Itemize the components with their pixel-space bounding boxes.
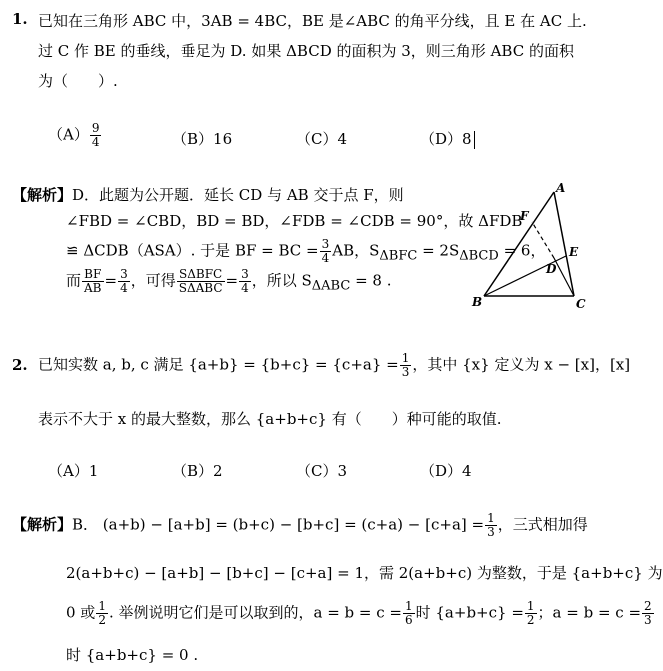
sol1-line4f: = 8 . — [350, 271, 392, 290]
fraction-denominator: 2 — [526, 613, 535, 627]
sol2-line2: 2(a+b+c) − [a+b] − [b+c] − [c+a] = 1，需 2(a+b+c) 为整数，于是 {a+b+c} 为 — [66, 564, 663, 582]
sol1-fraction-3-4 — [320, 238, 332, 265]
q2-line1 — [38, 352, 630, 379]
fraction-numerator: 9 — [91, 121, 100, 135]
fraction-denominator: 3 — [644, 613, 652, 627]
fraction-denominator: SΔABC — [178, 281, 223, 295]
label-f: F — [520, 209, 529, 223]
label-c: C — [576, 297, 586, 311]
sol2-line3b: . 举例说明它们是可以取到的，a = b = c = — [108, 603, 402, 622]
fraction-numerator: 2 — [644, 599, 652, 613]
q1-number: 1. — [12, 10, 28, 28]
sol1-sub-abc: ΔABC — [311, 278, 351, 294]
sol1-fraction-bf-ab — [82, 268, 103, 295]
sol2-line4: 时 {a+b+c} = 0 . — [66, 646, 199, 664]
fraction-numerator: 1 — [98, 599, 106, 613]
sol2-line1b: ，三式相加得 — [497, 515, 588, 534]
fraction-numerator: 1 — [404, 599, 413, 613]
q1-option-d — [420, 128, 475, 149]
sol1-line1 — [12, 184, 404, 205]
sol1-line3b: AB，S — [332, 241, 380, 260]
sol1-fraction-3-4-b — [118, 268, 130, 295]
sol2-line1a: B． (a+b) − [a+b] = (b+c) − [b+c] = (c+a) − [c+a] = — [72, 515, 485, 534]
sol1-fraction-area — [177, 268, 225, 295]
q1-option-a — [48, 122, 102, 149]
triangle-figure — [470, 180, 595, 320]
sol2-fraction-1-2 — [96, 600, 108, 627]
sol1-line3d: = 6， — [498, 241, 546, 260]
sol1-fraction-3-4-c — [239, 268, 251, 295]
sol2-fraction-1-6 — [403, 600, 415, 627]
q1-option-a-fraction — [90, 122, 102, 149]
fraction-numerator: 1 — [526, 599, 535, 613]
sol2-line1 — [12, 512, 588, 539]
sol2-fraction-2-3 — [642, 600, 654, 627]
sol2-tag: 【解析】 — [12, 515, 73, 534]
sol1-line4b: = — [104, 271, 118, 290]
fraction-denominator: 4 — [241, 281, 249, 295]
q1-option-c: （C）4 — [296, 130, 348, 148]
q2-line1b: ，其中 {x} 定义为 x − [x]，[x] — [412, 355, 631, 374]
text-cursor — [474, 131, 475, 149]
segment-df-dashed — [532, 222, 554, 258]
q1-line3: 为（ ）. — [38, 72, 118, 90]
fraction-numerator: 1 — [487, 511, 495, 525]
q2-fraction-1-3 — [400, 352, 412, 379]
fraction-numerator: 3 — [321, 237, 330, 251]
fraction-numerator: BF — [82, 268, 103, 282]
fraction-denominator: 4 — [120, 281, 128, 295]
fraction-denominator: 3 — [401, 365, 410, 379]
sol2-line3c: 时 {a+b+c} = — [415, 603, 524, 622]
fraction-denominator: 4 — [91, 135, 100, 149]
q2-option-d: （D）4 — [420, 462, 472, 480]
fraction-numerator: 3 — [241, 267, 249, 281]
fraction-denominator: AB — [84, 281, 102, 295]
sol1-line4e: ，所以 S — [251, 271, 312, 290]
fraction-denominator: 4 — [321, 251, 330, 265]
q2-number: 2. — [12, 356, 28, 374]
sol1-line4d: = — [225, 271, 239, 290]
sol2-line3d: ；a = b = c = — [537, 603, 642, 622]
segment-ac — [554, 192, 574, 296]
label-d: D — [546, 262, 557, 276]
q1-option-d-text: （D）8 — [420, 130, 472, 148]
q1-option-a-label: （A） — [48, 125, 89, 144]
label-e: E — [569, 245, 579, 259]
sol2-line3a: 0 或 — [66, 603, 96, 622]
q1-option-b: （B）16 — [172, 130, 233, 148]
sol2-fraction-1-3 — [485, 512, 497, 539]
fraction-denominator: 3 — [487, 525, 495, 539]
fraction-numerator: 1 — [401, 351, 410, 365]
sol1-line4a: 而 — [66, 271, 82, 290]
sol1-sub-bcd: ΔBCD — [459, 248, 499, 264]
fraction-numerator: SΔBFC — [177, 268, 225, 282]
label-b: B — [472, 295, 483, 309]
fraction-denominator: 2 — [98, 613, 106, 627]
sol2-fraction-1-2-b — [525, 600, 537, 627]
q2-line1a: 已知实数 a, b, c 满足 {a+b} = {b+c} = {c+a} = — [38, 355, 399, 374]
q2-line2: 表示不大于 x 的最大整数，那么 {a+b+c} 有（ ）种可能的取值. — [38, 410, 502, 428]
sol1-line1-text: D．此题为公开题．延长 CD 与 AB 交于点 F，则 — [72, 186, 404, 204]
fraction-denominator: 6 — [404, 613, 413, 627]
sol2-line3 — [66, 600, 655, 627]
segment-ba — [484, 192, 554, 296]
sol1-line4c: ，可得 — [130, 271, 176, 290]
fraction-numerator: 3 — [120, 267, 128, 281]
sol1-line2: ∠FBD = ∠CBD，BD = BD，∠FDB = ∠CDB = 90°，故 ΔFDB — [66, 212, 523, 230]
q2-option-a: （A）1 — [48, 462, 99, 480]
q1-line1: 已知在三角形 ABC 中，3AB = 4BC，BE 是∠ABC 的角平分线，且 E 在 AC 上. — [38, 12, 587, 30]
q1-line2: 过 C 作 BE 的垂线，垂足为 D. 如果 ΔBCD 的面积为 3，则三角形 ABC 的面积 — [38, 42, 574, 60]
sol1-line3c: = 2S — [417, 241, 460, 260]
sol1-line4 — [66, 268, 392, 295]
q2-option-b: （B）2 — [172, 462, 223, 480]
label-a: A — [556, 181, 566, 195]
sol1-sub-bfc: ΔBFC — [379, 248, 418, 264]
q2-option-c: （C）3 — [296, 462, 348, 480]
sol1-tag: 【解析】 — [12, 186, 73, 204]
sol1-line3a: ≌ ΔCDB（ASA）. 于是 BF = BC = — [66, 241, 319, 260]
